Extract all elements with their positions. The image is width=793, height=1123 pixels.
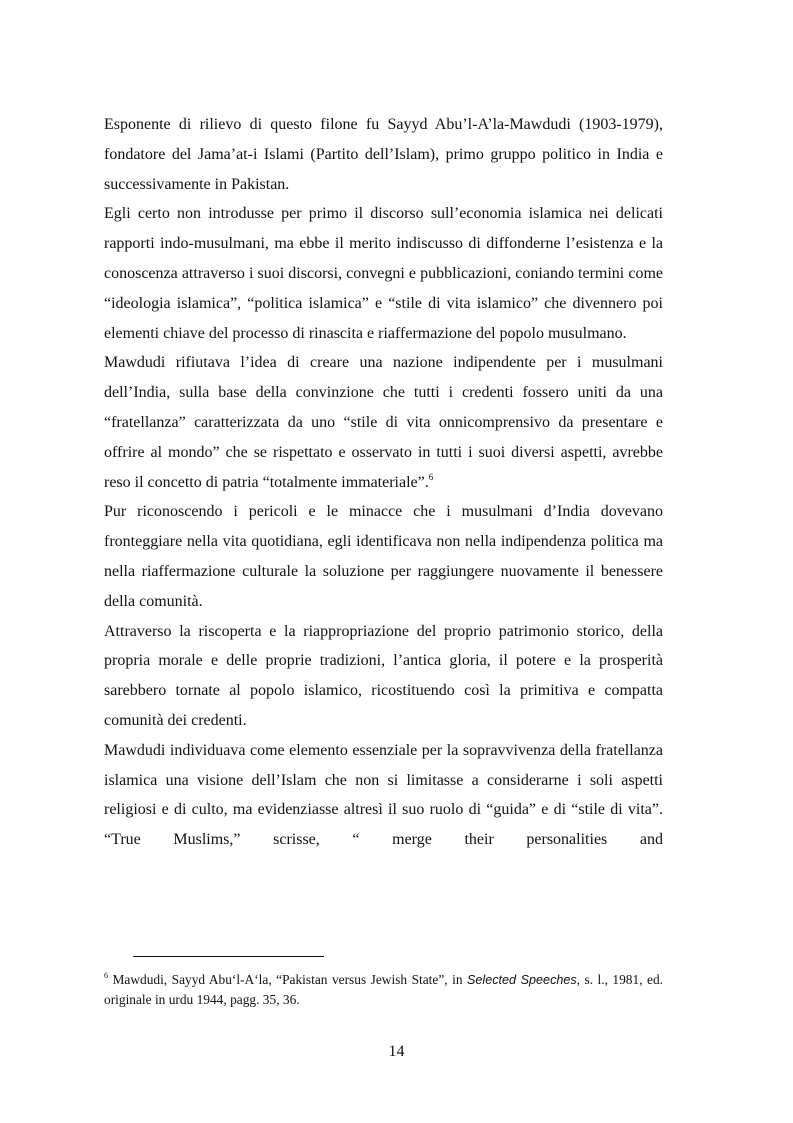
body-text [104, 110, 663, 855]
footnote [104, 970, 663, 1010]
paragraph-5: Attraverso la riscoperta e la riappropriazione del proprio patrimonio storico, della propria morale e delle proprie tradizioni, l’antica gloria, il potere e la prosperità sarebbero tornate al popolo islamico, ricostituendo così la primitiva e compatta comunità dei credenti. [104, 622, 663, 729]
footnote-title: Selected Speeches [467, 973, 577, 987]
paragraph-3: Mawdudi rifiutava l’idea di creare una nazione indipendente per i musulmani dell’India, sulla base della convinzione che tutti i credenti fossero uniti da una “fratellanza” caratterizzata da uno “stile di vita onnicomprensivo da presentare e offrire al mondo” che se rispettato e osservato in tutti i suoi diversi aspetti, avrebbe reso il concetto di patria “totalmente immateriale”.$^6$ [104, 354, 663, 491]
footnote-text-before: Mawdudi, Sayyd Abu‘l-A‘la, “Pakistan versus Jewish State”, in [112, 972, 463, 987]
paragraph-4: Pur riconoscendo i pericoli e le minacce che i musulmani d’India dovevano fronteggiare nella vita quotidiana, egli identificava non nella indipendenza politica ma nella riaffermazione culturale la soluzione per raggiungere nuovamente il benessere della comunità. [104, 503, 663, 610]
footnote-text-after: , s. l., 1981, ed. originale in urdu 1944, pagg. 35, 36. [104, 972, 664, 1007]
footnote-number: 6 [104, 971, 108, 980]
paragraph-2: Egli certo non introdusse per primo il discorso sull’economia islamica nei delicati rapporti indo-musulmani, ma ebbe il merito indiscusso di diffonderne l’esistenza e la conoscenza attraverso i suoi discorsi, convegni e pubblicazioni, coniando termini come “ideologia islamica”, “politica islamica” e “stile di vita islamico” che divennero poi elementi chiave del processo di rinascita e riaffermazione del popolo musulmano. [104, 205, 663, 342]
paragraph-6: Mawdudi individuava come elemento essenziale per la sopravvivenza della fratellanza islamica una visione dell’Islam che non si limitasse a considerarne i soli aspetti religiosi e di culto, ma evidenziasse altresì il suo ruolo di “guida” e di “stile di vita”. “True Muslims,” scrisse, “ merge their personalities and [104, 741, 663, 849]
footnote-reference: 6 [428, 471, 434, 482]
footnote-separator [133, 956, 324, 957]
paragraph-1: Esponente di rilievo di questo filone fu Sayyd Abu’l-A’la-Mawdudi (1903-1979), fondatore del Jama’at-i Islami (Partito dell’Islam), primo gruppo politico in India e successivamente in Pakistan. [104, 116, 663, 193]
page-number: 14 [388, 1043, 405, 1060]
